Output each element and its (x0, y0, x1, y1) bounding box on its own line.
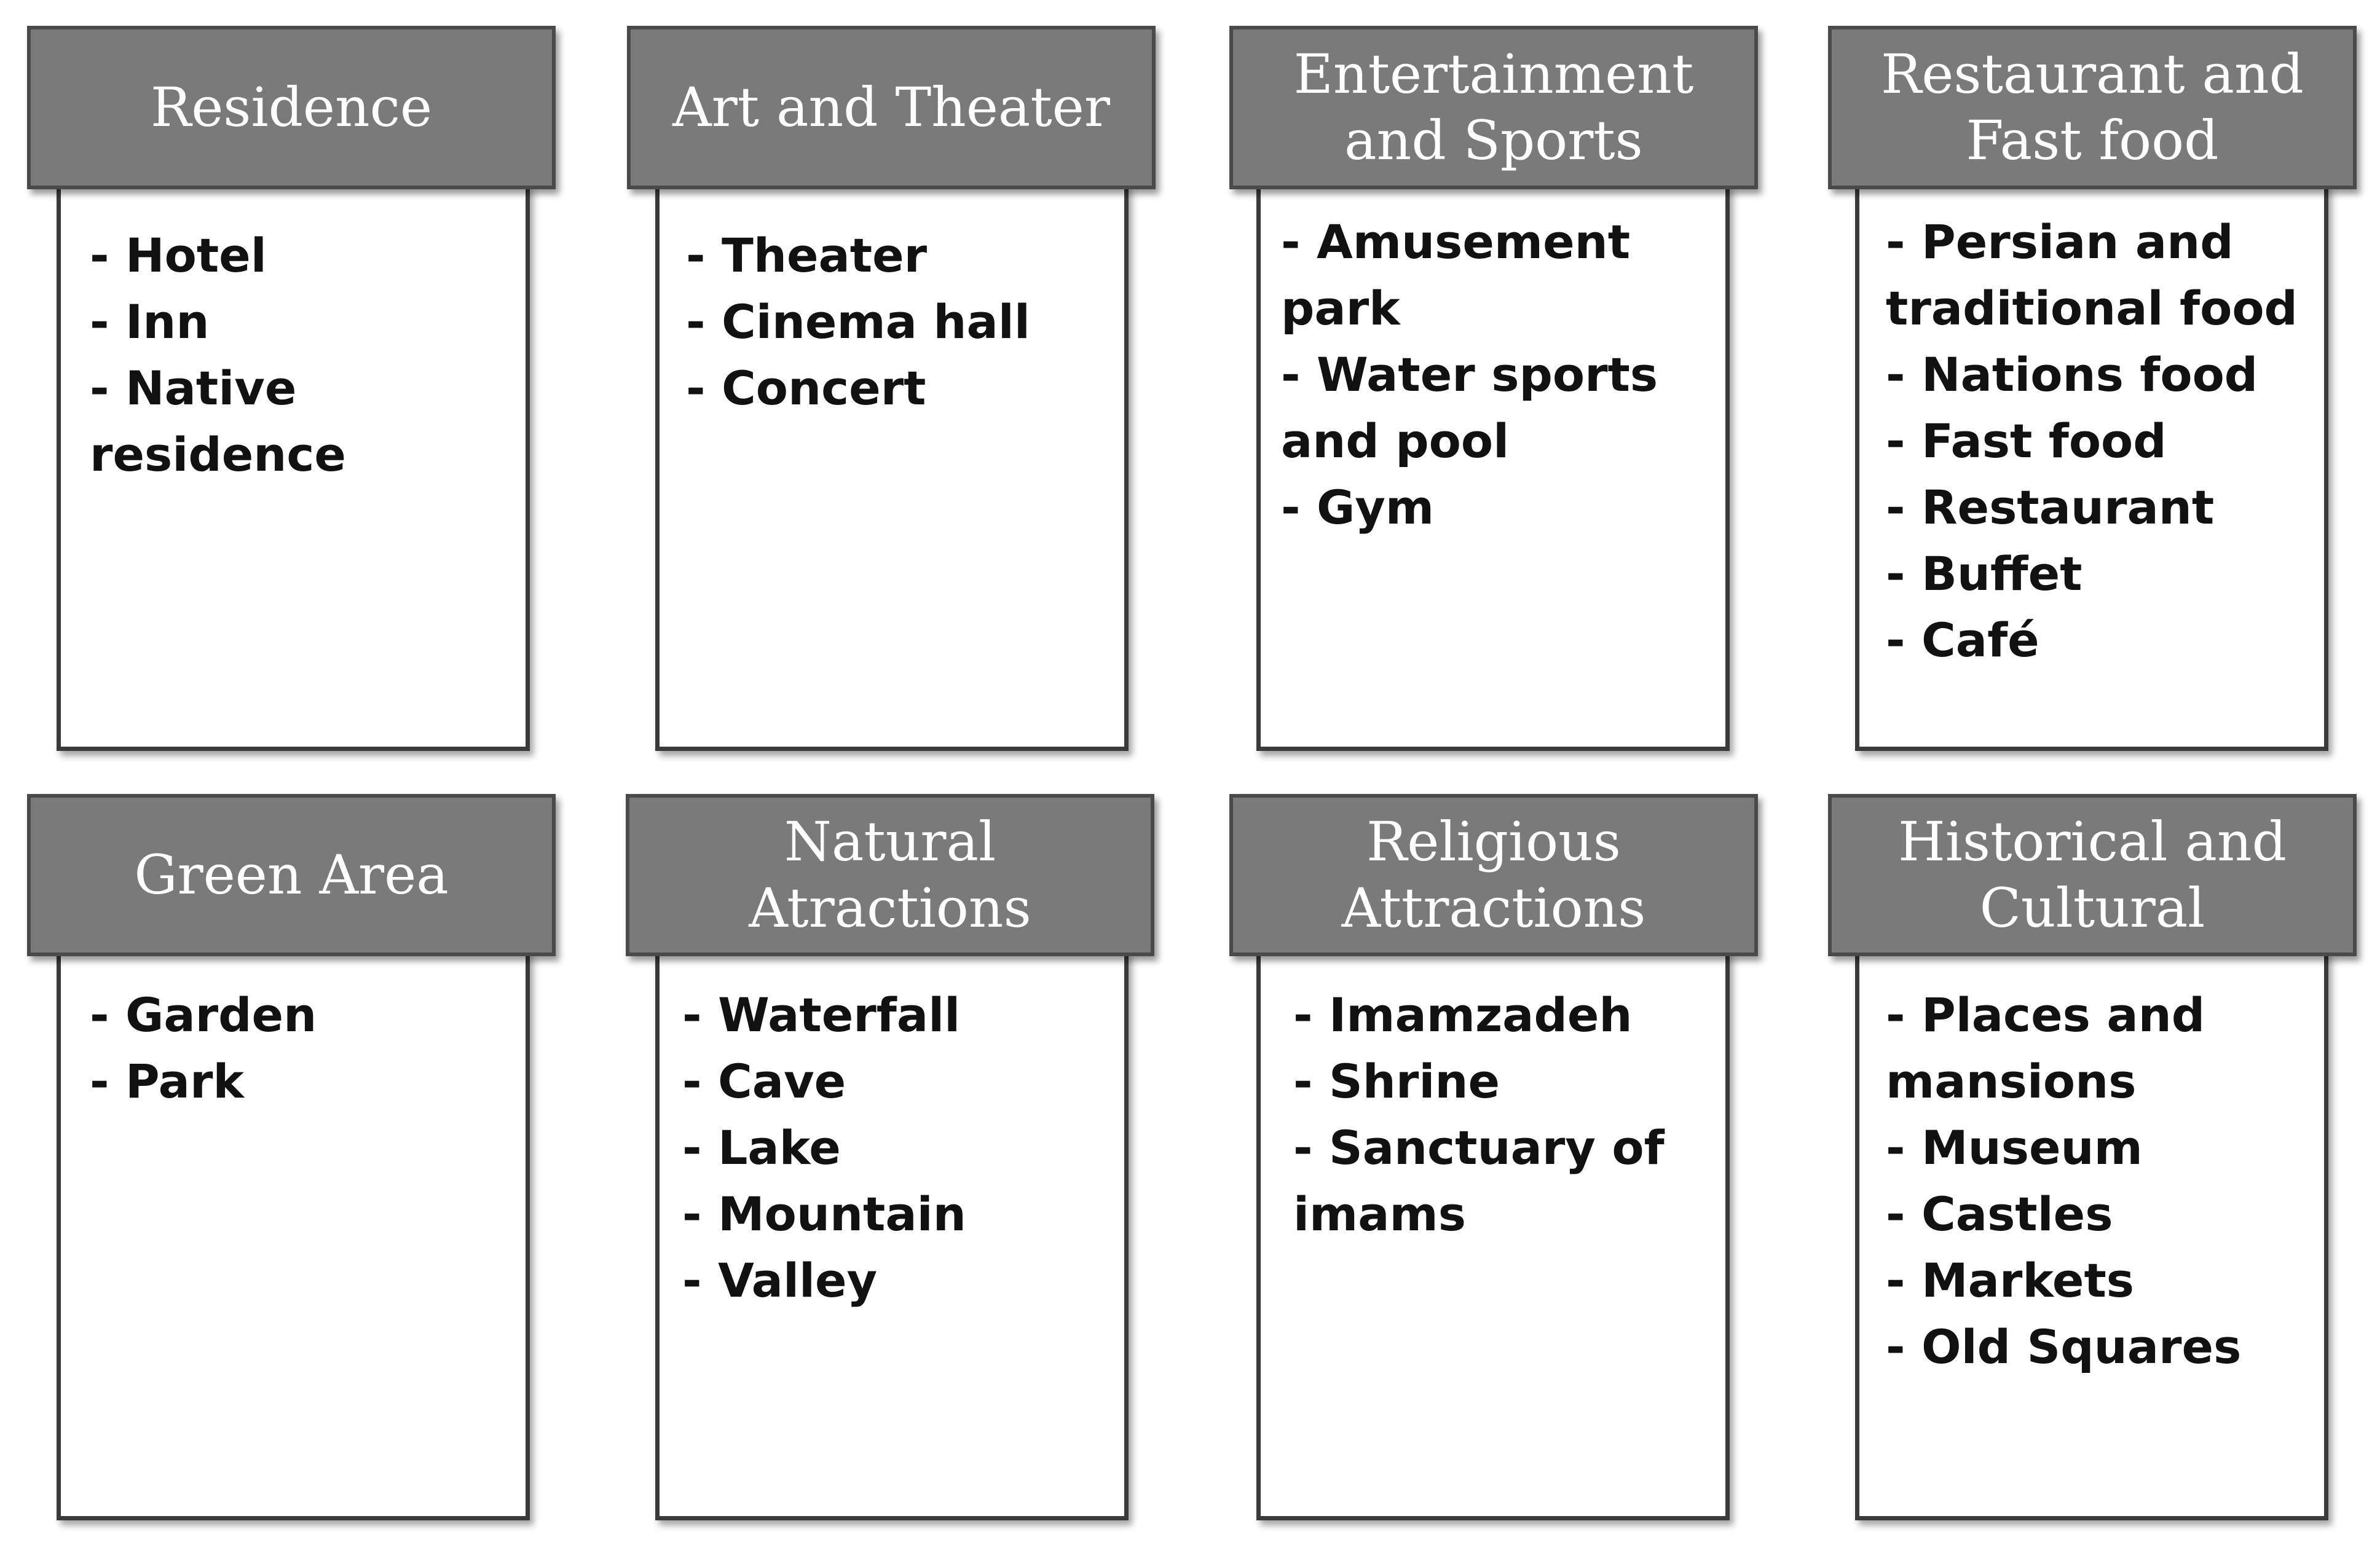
list-item: - Garden (90, 988, 317, 1042)
list-item: - Cave (682, 1054, 846, 1109)
list-item: - Castles (1886, 1187, 2113, 1241)
card-title: Historical and Cultural (1898, 810, 2287, 940)
list-item: - Gym (1281, 480, 1435, 535)
list-item: - Places and mansions (1886, 988, 2205, 1109)
item-list (1886, 209, 2316, 674)
item-list (1281, 209, 1699, 541)
item-list (90, 982, 520, 1115)
list-item: - Amusement park (1281, 214, 1631, 336)
list-item: - Theater (686, 228, 928, 283)
card-title: Restaurant and Fast food (1880, 42, 2304, 172)
item-list (686, 222, 1116, 422)
list-item: - Valley (682, 1253, 878, 1308)
list-item: - Concert (686, 361, 926, 415)
list-item: - Waterfall (682, 988, 961, 1042)
list-item: - Old Squares (1886, 1319, 2242, 1374)
list-item: - Shrine (1293, 1054, 1500, 1109)
card-title: Art and Theater (672, 76, 1110, 139)
card-header (1229, 26, 1758, 189)
card-header (627, 26, 1156, 189)
card-header (1828, 26, 2357, 189)
list-item: - Cinema hall (686, 294, 1030, 349)
card-header (1828, 794, 2357, 956)
card-title: Religious Attractions (1341, 810, 1646, 940)
list-item: - Persian and traditional food (1886, 214, 2298, 336)
list-item: - Fast food (1886, 414, 2167, 468)
list-item: - Nations food (1886, 347, 2258, 402)
card-header (626, 794, 1154, 956)
list-item: - Buffet (1886, 546, 2082, 601)
list-item: - Mountain (682, 1187, 966, 1241)
item-list (1886, 982, 2304, 1380)
card-title: Entertainment and Sports (1293, 42, 1694, 172)
list-item: - Museum (1886, 1120, 2143, 1175)
card-title: Green Area (134, 843, 449, 906)
list-item: - Café (1886, 613, 2039, 667)
item-list (682, 982, 1113, 1314)
list-item: - Inn (90, 294, 210, 349)
card-header (27, 26, 556, 189)
list-item: - Hotel (90, 228, 267, 283)
list-item: - Park (90, 1054, 244, 1109)
list-item: - Imamzadeh (1293, 988, 1633, 1042)
item-list (1293, 982, 1699, 1248)
list-item: - Restaurant (1886, 480, 2215, 535)
list-item: - Markets (1886, 1253, 2135, 1308)
card-header (27, 794, 556, 956)
list-item: - Native residence (90, 361, 346, 482)
list-item: - Sanctuary of imams (1293, 1120, 1665, 1241)
list-item: - Water sports and pool (1281, 347, 1658, 468)
card-title: Natural Atractions (749, 810, 1031, 940)
card-title: Residence (150, 76, 433, 139)
list-item: - Lake (682, 1120, 841, 1175)
item-list (90, 222, 520, 488)
card-header (1229, 794, 1758, 956)
